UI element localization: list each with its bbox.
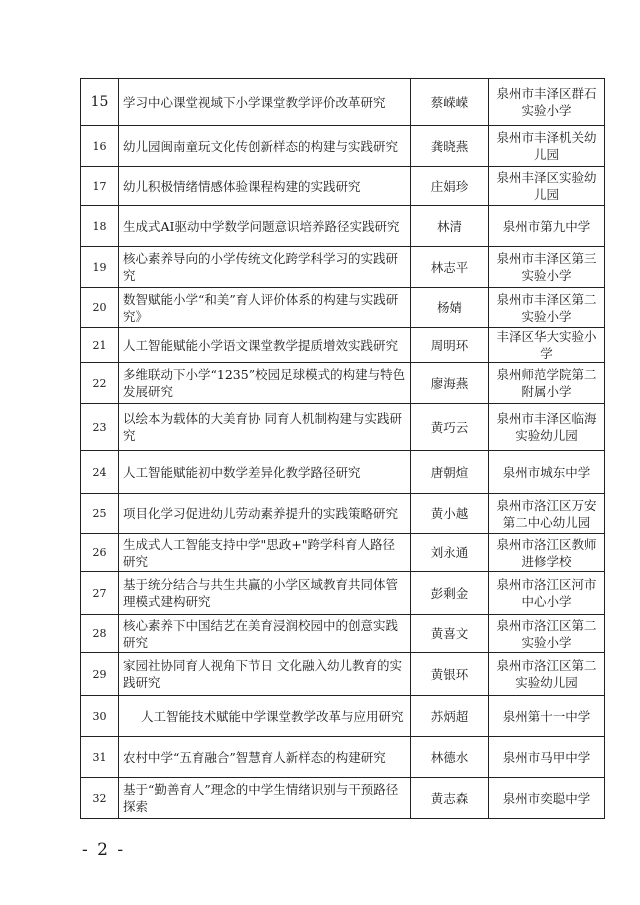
school-unit: 泉州市洛江区第二实验小学 <box>489 615 605 653</box>
project-title: 以绘本为载体的大美育协 同育人机制构建与实践研究 <box>119 404 411 451</box>
project-title: 核心素养下中国结艺在美育浸润校园中的创意实践研究 <box>119 615 411 653</box>
table-row <box>81 247 605 288</box>
row-number: 22 <box>81 363 119 404</box>
row-number: 28 <box>81 615 119 653</box>
row-number: 21 <box>81 328 119 363</box>
school-unit: 泉州市丰泽区群石实验小学 <box>489 79 605 126</box>
table-row <box>81 653 605 696</box>
project-title: 生成式人工智能支持中学"思政+"跨学科育人路径研究 <box>119 534 411 572</box>
school-unit: 泉州第十一中学 <box>489 696 605 737</box>
table-row <box>81 206 605 247</box>
school-unit: 丰泽区华大实验小学 <box>489 328 605 363</box>
school-unit: 泉州市洛江区教师进修学校 <box>489 534 605 572</box>
table-row <box>81 288 605 328</box>
table-row <box>81 696 605 737</box>
author-name: 刘永通 <box>411 534 489 572</box>
table-row <box>81 328 605 363</box>
row-number: 30 <box>81 696 119 737</box>
school-unit: 泉州市奕聪中学 <box>489 778 605 819</box>
project-title: 人工智能赋能初中数学差异化教学路径研究 <box>119 451 411 494</box>
project-title: 项目化学习促进幼儿劳动素养提升的实践策略研究 <box>119 494 411 534</box>
author-name: 彭剩金 <box>411 572 489 615</box>
table-row <box>81 572 605 615</box>
school-unit: 泉州市洛江区河市中心小学 <box>489 572 605 615</box>
table-row <box>81 737 605 778</box>
author-name: 杨婧 <box>411 288 489 328</box>
table-row <box>81 79 605 126</box>
school-unit: 泉州市丰泽区第二实验小学 <box>489 288 605 328</box>
project-title: 人工智能技术赋能中学课堂教学改革与应用研究 <box>119 696 411 737</box>
author-name: 周明环 <box>411 328 489 363</box>
project-title: 数智赋能小学“和美”育人评价体系的构建与实践研究》 <box>119 288 411 328</box>
table-row <box>81 534 605 572</box>
row-number: 15 <box>81 79 119 126</box>
project-table <box>80 78 605 819</box>
author-name: 蔡嵘嵘 <box>411 79 489 126</box>
school-unit: 泉州师范学院第二附属小学 <box>489 363 605 404</box>
school-unit: 泉州市洛江区万安第二中心幼儿园 <box>489 494 605 534</box>
project-title: 多维联动下小学“1235”校园足球模式的构建与特色发展研究 <box>119 363 411 404</box>
row-number: 17 <box>81 167 119 206</box>
school-unit: 泉州市丰泽区临海实验幼儿园 <box>489 404 605 451</box>
project-title: 核心素养导向的小学传统文化跨学科学习的实践研究 <box>119 247 411 288</box>
row-number: 29 <box>81 653 119 696</box>
school-unit: 泉州市丰泽区第三实验小学 <box>489 247 605 288</box>
author-name: 黄喜文 <box>411 615 489 653</box>
table-row <box>81 615 605 653</box>
school-unit: 泉州市洛江区第二实验幼儿园 <box>489 653 605 696</box>
row-number: 25 <box>81 494 119 534</box>
author-name: 林德水 <box>411 737 489 778</box>
table-row <box>81 494 605 534</box>
page-number: - 2 - <box>82 840 126 860</box>
project-title: 学习中心课堂视域下小学课堂教学评价改革研究 <box>119 79 411 126</box>
row-number: 31 <box>81 737 119 778</box>
school-unit: 泉州市城东中学 <box>489 451 605 494</box>
row-number: 18 <box>81 206 119 247</box>
author-name: 廖海燕 <box>411 363 489 404</box>
author-name: 唐朝煊 <box>411 451 489 494</box>
project-title: 幼儿积极情绪情感体验课程构建的实践研究 <box>119 167 411 206</box>
school-unit: 泉州丰泽区实验幼儿园 <box>489 167 605 206</box>
project-title: 人工智能赋能小学语文课堂教学提质增效实践研究 <box>119 328 411 363</box>
school-unit: 泉州市马甲中学 <box>489 737 605 778</box>
project-title: 农村中学“五育融合”智慧育人新样态的构建研究 <box>119 737 411 778</box>
author-name: 黄巧云 <box>411 404 489 451</box>
project-title: 基于统分结合与共生共赢的小学区域教育共同体管理模式建构研究 <box>119 572 411 615</box>
author-name: 黄小越 <box>411 494 489 534</box>
table-row <box>81 167 605 206</box>
row-number: 16 <box>81 126 119 167</box>
school-unit: 泉州市第九中学 <box>489 206 605 247</box>
author-name: 龚晓燕 <box>411 126 489 167</box>
project-title: 生成式AI驱动中学数学问题意识培养路径实践研究 <box>119 206 411 247</box>
author-name: 林志平 <box>411 247 489 288</box>
row-number: 23 <box>81 404 119 451</box>
table-row <box>81 451 605 494</box>
project-title: 家园社协同育人视角下节日 文化融入幼儿教育的实践研究 <box>119 653 411 696</box>
row-number: 27 <box>81 572 119 615</box>
row-number: 19 <box>81 247 119 288</box>
project-title: 幼儿园闽南童玩文化传创新样态的构建与实践研究 <box>119 126 411 167</box>
school-unit: 泉州市丰泽机关幼儿园 <box>489 126 605 167</box>
row-number: 24 <box>81 451 119 494</box>
row-number: 20 <box>81 288 119 328</box>
table-row <box>81 778 605 819</box>
author-name: 林清 <box>411 206 489 247</box>
table-row <box>81 363 605 404</box>
row-number: 32 <box>81 778 119 819</box>
author-name: 庄娟珍 <box>411 167 489 206</box>
author-name: 黄志森 <box>411 778 489 819</box>
project-title: 基于“勤善育人”理念的中学生情绪识别与干预路径探索 <box>119 778 411 819</box>
table-row <box>81 126 605 167</box>
author-name: 苏炳超 <box>411 696 489 737</box>
row-number: 26 <box>81 534 119 572</box>
table-row <box>81 404 605 451</box>
author-name: 黄银环 <box>411 653 489 696</box>
